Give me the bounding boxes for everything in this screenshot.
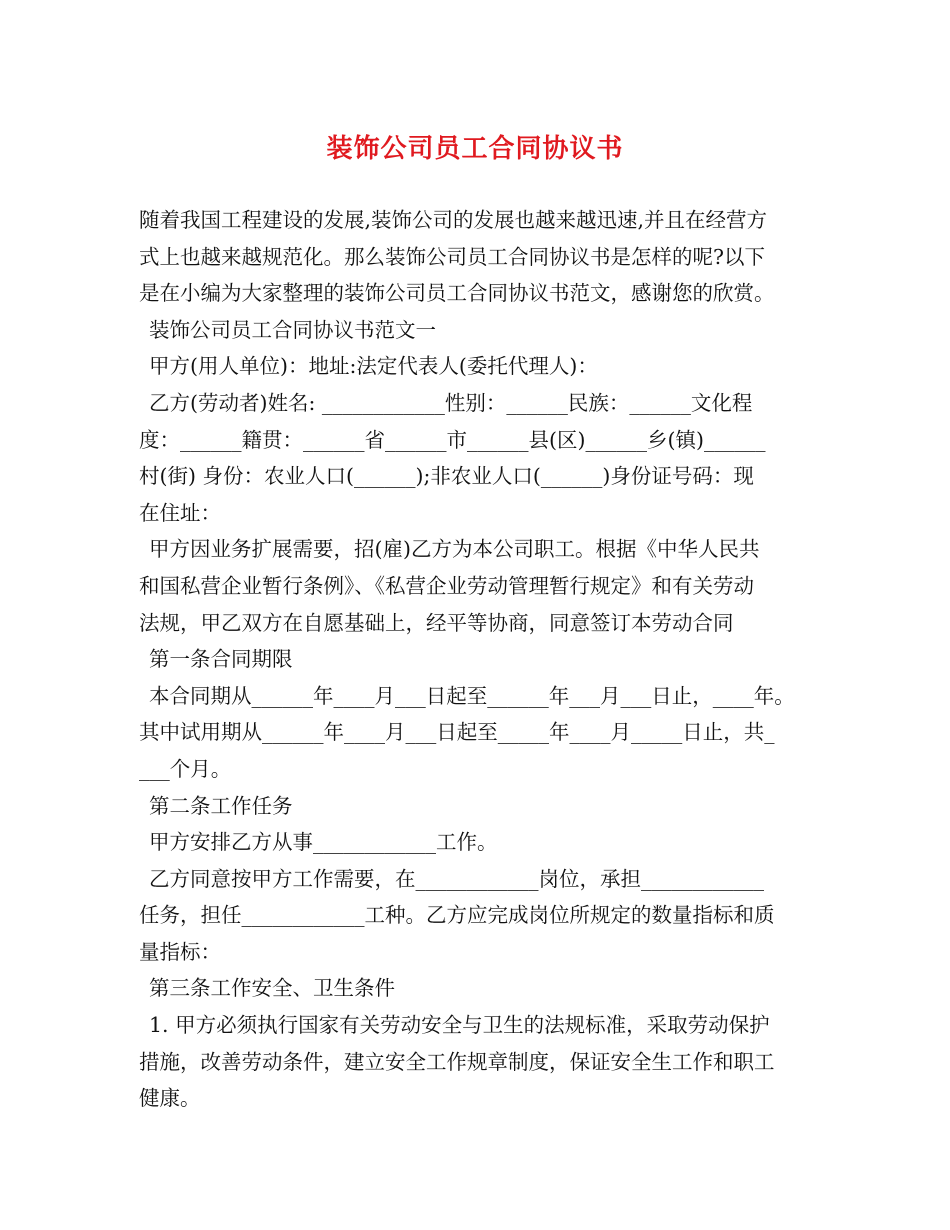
text-line: 村(街) 身份：农业人口(______);非农业人口(______)身份证号码：现	[139, 464, 754, 489]
text-line: 本合同期从______年____月___日起至______年___月___日止，____年。	[149, 683, 795, 708]
text-line: 法规，甲乙双方在自愿基础上，经平等协商，同意签订本劳动合同	[139, 610, 734, 635]
text-line: 装饰公司员工合同协议书范文一	[149, 317, 436, 342]
text-line: 量指标：	[139, 939, 221, 964]
text-line: 措施，改善劳动条件，建立安全工作规章制度，保证安全生工作和职工	[139, 1049, 775, 1074]
text-line: 甲方安排乙方从事____________工作。	[149, 830, 498, 855]
text-line: 第一条合同期限	[149, 647, 293, 672]
document-title: 装饰公司员工合同协议书	[326, 134, 624, 164]
text-line: 甲方(用人单位)：地址:法定代表人(委托代理人)：	[149, 354, 598, 379]
text-line: 和国私营企业暂行条例》、《私营企业劳动管理暂行规定》和有关劳动	[139, 573, 754, 598]
text-line: 式上也越来越规范化。那么装饰公司员工合同协议书是怎样的呢?以下	[139, 244, 765, 269]
text-line: 第二条工作任务	[149, 793, 293, 818]
text-line: 是在小编为大家整理的装饰公司员工合同协议书范文，感谢您的欣赏。	[139, 281, 775, 306]
text-line: 乙方(劳动者)姓名: ____________性别：______民族：______文化程	[149, 390, 753, 415]
text-line: 健康。	[139, 1086, 201, 1111]
text-line: 乙方同意按甲方工作需要，在____________岗位，承担____________	[149, 866, 764, 891]
text-line: 1. 甲方必须执行国家有关劳动安全与卫生的法规标准，采取劳动保护	[149, 1013, 770, 1038]
text-line: 甲方因业务扩展需要，招(雇)乙方为本公司职工。根据《中华人民共	[149, 537, 760, 562]
text-line: 任务，担任____________工种。乙方应完成岗位所规定的数量指标和质	[139, 903, 775, 928]
text-line: 第三条工作安全、卫生条件	[149, 976, 395, 1001]
text-line: 其中试用期从______年____月___日起至_____年____月_____日止，共_	[139, 720, 775, 745]
document-body	[139, 202, 829, 1117]
text-line: 在住址：	[139, 500, 221, 525]
text-line: 随着我国工程建设的发展,装饰公司的发展也越来越迅速,并且在经营方	[139, 208, 768, 232]
text-line: ___个月。	[139, 756, 232, 781]
text-line: 度：______籍贯：______省______市______县(区)______乡(镇)______	[139, 427, 766, 452]
